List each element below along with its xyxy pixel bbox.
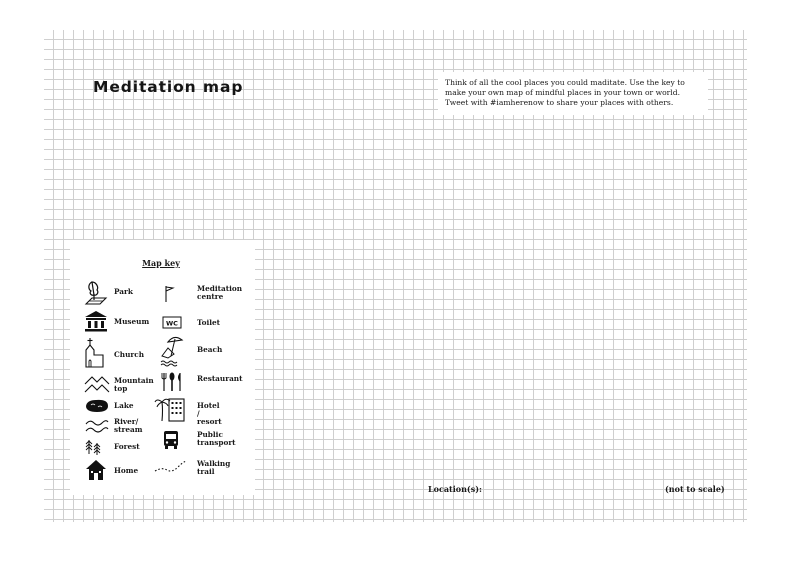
hotel-icon xyxy=(154,396,188,422)
river-icon xyxy=(84,418,110,436)
park-icon xyxy=(84,280,110,306)
lake-icon xyxy=(84,398,110,414)
key-label: Toilet xyxy=(197,318,221,327)
key-label: Mountain top xyxy=(114,376,154,393)
key-label: Public transport xyxy=(197,430,236,447)
key-label: Meditation centre xyxy=(197,284,243,301)
walking-trail-icon xyxy=(154,458,188,476)
page-title: Meditation map xyxy=(93,78,244,96)
key-label: Restaurant xyxy=(197,374,243,383)
restaurant-icon xyxy=(160,371,184,393)
home-icon xyxy=(84,459,108,481)
key-label: Park xyxy=(114,287,133,296)
beach-icon xyxy=(158,334,186,368)
key-label: Beach xyxy=(197,345,223,354)
key-label: Hotel / resort xyxy=(197,401,222,426)
museum-icon xyxy=(84,310,108,332)
key-label: Walking trail xyxy=(197,459,231,476)
key-label: Museum xyxy=(114,317,150,326)
intro-text: Think of all the cool places you could maditate. Use the key to make your own map of mindful places in your town or world. Tweet with #iamherenow to share your places with others. xyxy=(438,72,708,115)
key-label: Church xyxy=(114,350,145,359)
key-label: Lake xyxy=(114,401,134,410)
scale-note: (not to scale) xyxy=(665,484,725,494)
svg-text:WC: WC xyxy=(166,319,178,328)
map-key-panel xyxy=(70,240,255,495)
meditation-flag-icon xyxy=(162,285,178,303)
location-label: Location(s): xyxy=(428,484,482,494)
church-icon xyxy=(84,337,106,369)
mountain-icon xyxy=(84,374,110,394)
key-label: River/ stream xyxy=(114,417,143,434)
key-label: Home xyxy=(114,466,139,475)
key-label: Forest xyxy=(114,442,140,451)
map-key-heading: Map key xyxy=(142,258,180,268)
bus-icon xyxy=(162,430,180,450)
forest-icon xyxy=(84,438,104,456)
toilet-wc-icon xyxy=(162,316,182,330)
